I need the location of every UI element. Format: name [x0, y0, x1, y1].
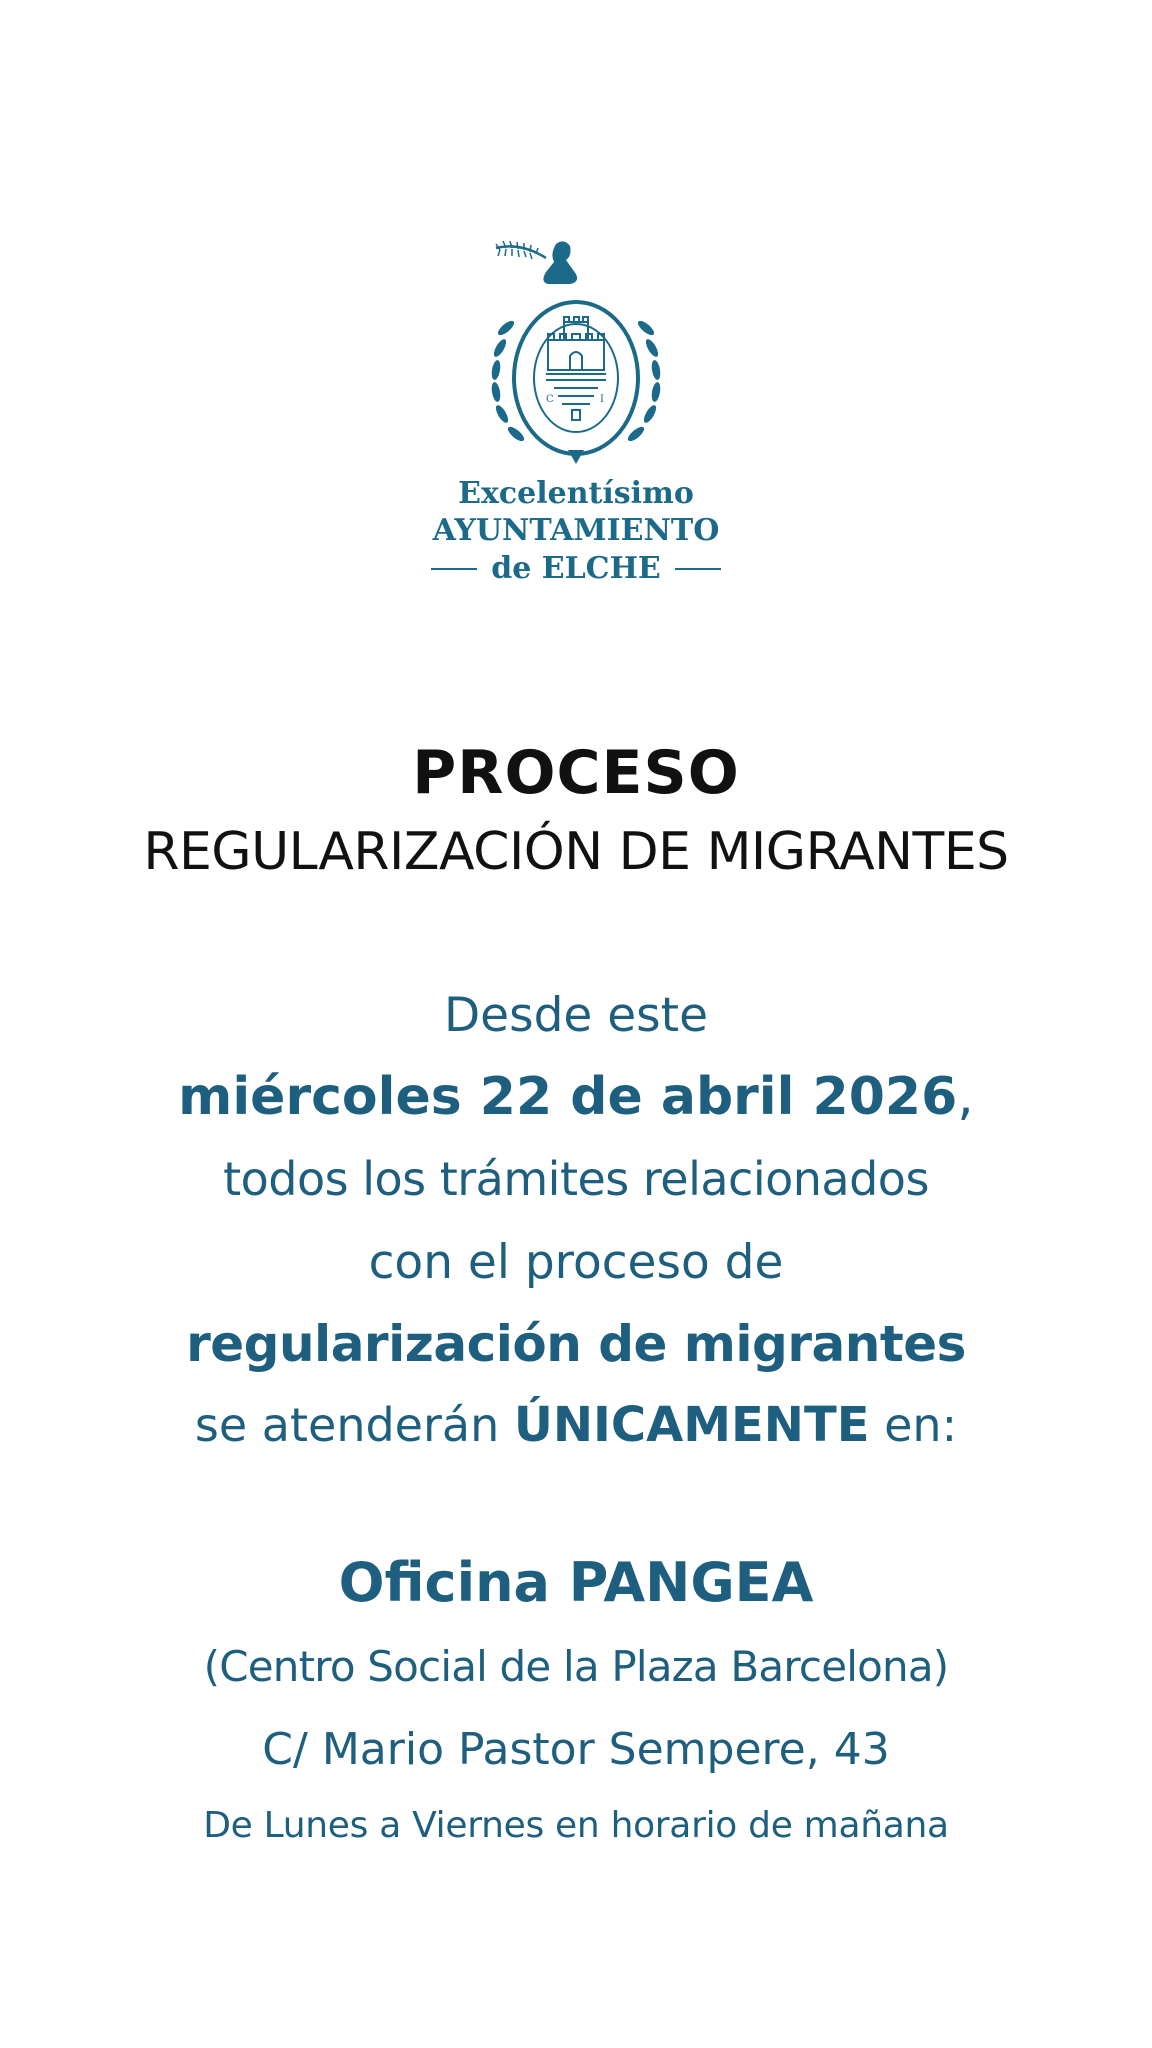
page-subtitle: REGULARIZACIÓN DE MIGRANTES [143, 822, 1009, 882]
office-center: (Centro Social de la Plaza Barcelona) [203, 1642, 949, 1691]
only-emphasis: ÚNICAMENTE [513, 1397, 870, 1453]
body-line-topic: regularización de migrantes [186, 1315, 966, 1373]
office-address: C/ Mario Pastor Sempere, 43 [262, 1724, 890, 1775]
body-line-intro: Desde este [443, 988, 709, 1043]
seal-letter-c: C [546, 394, 554, 405]
start-date: miércoles 22 de abril 2026 [178, 1067, 958, 1127]
body-line-date [0, 1064, 1152, 1130]
only-prefix: se atenderán [194, 1398, 514, 1452]
logo-line-excelentisimo: Excelentísimo [458, 476, 694, 511]
logo-city-name: de ELCHE [491, 551, 661, 586]
body-line-procedures: todos los trámites relacionados [223, 1152, 929, 1206]
date-comma: , [957, 1067, 974, 1127]
body-line-process: con el proceso de [368, 1235, 784, 1290]
logo-line-ayuntamiento: AYUNTAMIENTO [432, 513, 720, 548]
office-name: Oficina PANGEA [338, 1551, 814, 1614]
logo-line-de-elche [0, 550, 1152, 587]
elche-coat-of-arms-icon [476, 238, 676, 466]
body-line-only [0, 1394, 1152, 1456]
logo-dash-left [431, 568, 477, 570]
only-suffix: en: [869, 1398, 958, 1452]
logo-dash-right [675, 568, 721, 570]
office-hours: De Lunes a Viernes en horario de mañana [203, 1805, 949, 1846]
seal-letter-i: I [600, 394, 604, 405]
page-title: PROCESO [412, 738, 740, 808]
